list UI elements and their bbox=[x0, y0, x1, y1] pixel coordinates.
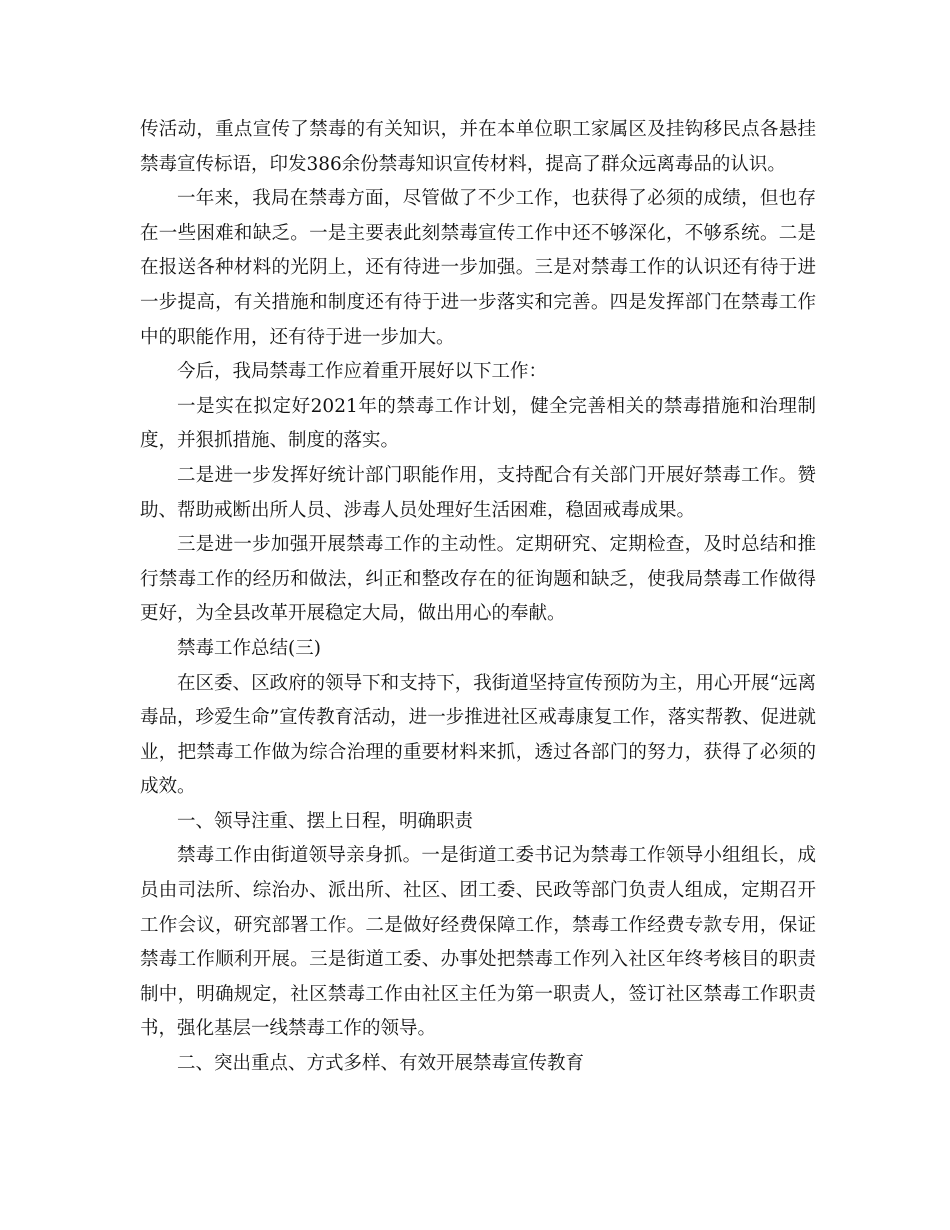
paragraph: 一是实在拟定好2021年的禁毒工作计划，健全完善相关的禁毒措施和治理制度，并狠抓措施、制度的落实。 bbox=[140, 395, 816, 452]
paragraph: 二是进一步发挥好统计部门职能作用，支持配合有关部门开展好禁毒工作。赞助、帮助戒断出所人员、涉毒人员处理好生活困难，稳固戒毒成果。 bbox=[140, 464, 816, 521]
paragraph: 一年来，我局在禁毒方面，尽管做了不少工作，也获得了必须的成绩，但也存在一些困难和缺乏。一是主要表此刻禁毒宣传工作中还不够深化，不够系统。二是在报送各种材料的光阴上，还有待进一步加强。三是对禁毒工作的认识还有待于进一步提高，有关措施和制度还有待于进一步落实和完善。四是发挥部门在禁毒工作中的职能作用，还有待于进一步加大。 bbox=[140, 188, 816, 348]
paragraph: 三是进一步加强开展禁毒工作的主动性。定期研究、定期检查，及时总结和推行禁毒工作的经历和做法，纠正和整改存在的征询题和缺乏，使我局禁毒工作做得更好，为全县改革开展稳定大局，做出用心的奉献。 bbox=[140, 534, 816, 625]
paragraph: 禁毒工作由街道领导亲身抓。一是街道工委书记为禁毒工作领导小组组长，成员由司法所、综治办、派出所、社区、团工委、民政等部门负责人组成，定期召开工作会议，研究部署工作。二是做好经费保障工作，禁毒工作经费专款专用，保证禁毒工作顺利开展。三是街道工委、办事处把禁毒工作列入社区年终考核目的职责制中，明确规定，社区禁毒工作由社区主任为第一职责人，签订社区禁毒工作职责书，强化基层一线禁毒工作的领导。 bbox=[140, 845, 816, 1040]
paragraph: 今后，我局禁毒工作应着重开展好以下工作： bbox=[177, 361, 548, 383]
section-heading: 二、突出重点、方式多样、有效开展禁毒宣传教育 bbox=[177, 1053, 585, 1075]
section-title: 禁毒工作总结(三) bbox=[177, 637, 321, 659]
section-heading: 一、领导注重、摆上日程，明确职责 bbox=[177, 810, 474, 832]
paragraph-continued: 传活动，重点宣传了禁毒的有关知识，并在本单位职工家属区及挂钩移民点各悬挂禁毒宣传标语，印发386余份禁毒知识宣传材料，提高了群众远离毒品的认识。 bbox=[140, 119, 816, 175]
paragraph: 在区委、区政府的领导下和支持下，我街道坚持宣传预防为主，用心开展“远离毒品，珍爱生命”宣传教育活动，进一步推进社区戒毒康复工作，落实帮教、促进就业，把禁毒工作做为综合治理的重要材料来抓，透过各部门的努力，获得了必须的成效。 bbox=[140, 672, 816, 798]
document-body bbox=[140, 113, 816, 1082]
